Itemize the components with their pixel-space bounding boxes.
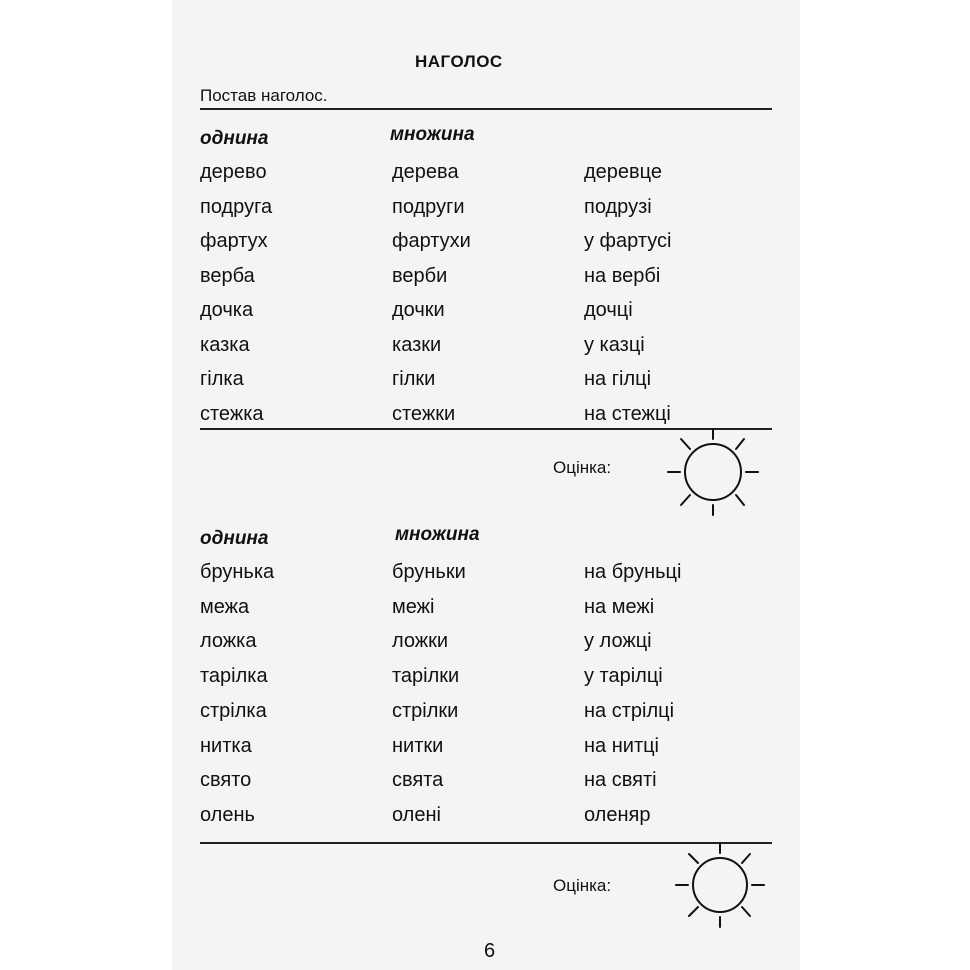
- word-form: на вербі: [584, 264, 661, 287]
- word-plural: верби: [392, 264, 448, 287]
- word-plural: олені: [392, 803, 441, 826]
- word-plural: нитки: [392, 734, 444, 757]
- word-singular: ложка: [200, 630, 257, 653]
- instruction-text: Постав наголос.: [200, 86, 328, 105]
- ex2-header-singular: однина: [200, 528, 269, 549]
- word-singular: олень: [200, 803, 255, 826]
- word-singular: подруга: [200, 195, 273, 218]
- word-singular: свято: [200, 769, 252, 792]
- grade-label-1: Оцінка:: [553, 458, 612, 477]
- word-plural: дерева: [392, 161, 459, 183]
- word-plural: ложки: [392, 630, 449, 653]
- word-form: у ложці: [584, 630, 652, 653]
- divider-top: [200, 108, 772, 110]
- word-singular: тарілка: [200, 665, 268, 688]
- word-singular: гілка: [200, 368, 244, 390]
- sun-icon: [666, 427, 766, 517]
- word-form: на нитці: [584, 734, 659, 757]
- word-plural: межі: [392, 595, 435, 618]
- word-form: на гілці: [584, 368, 652, 390]
- word-form: у казці: [584, 333, 645, 356]
- word-singular: дочка: [200, 299, 254, 321]
- word-plural: дочки: [392, 299, 445, 321]
- word-form: на стежці: [584, 402, 671, 425]
- word-plural: стежки: [392, 402, 456, 425]
- word-form: дочці: [584, 299, 633, 321]
- word-form: на бруньці: [584, 561, 682, 583]
- word-singular: стежка: [200, 402, 264, 425]
- word-form: подрузі: [584, 195, 652, 218]
- sun-icon: [672, 840, 772, 930]
- word-form: на святі: [584, 769, 657, 792]
- word-singular: фартух: [200, 230, 268, 252]
- word-singular: казка: [200, 333, 250, 356]
- word-plural: подруги: [392, 195, 465, 218]
- word-plural: бруньки: [392, 561, 466, 583]
- word-singular: нитка: [200, 734, 252, 757]
- word-plural: фартухи: [392, 230, 471, 252]
- word-form: на межі: [584, 595, 655, 618]
- word-form: оленяр: [584, 803, 651, 826]
- word-plural: свята: [392, 769, 444, 792]
- page-heading: НАГОЛОС: [415, 52, 503, 71]
- ex2-header-plural: множина: [395, 524, 480, 545]
- ex1-header-plural: множина: [390, 124, 475, 145]
- word-form: деревце: [584, 161, 663, 183]
- word-form: на стрілці: [584, 699, 675, 722]
- word-plural: казки: [392, 333, 442, 356]
- word-singular: верба: [200, 264, 255, 287]
- word-form: у фартусі: [584, 230, 672, 252]
- page-number: 6: [484, 940, 496, 962]
- grade-label-2: Оцінка:: [553, 876, 612, 895]
- word-plural: стрілки: [392, 699, 459, 722]
- word-plural: гілки: [392, 368, 436, 390]
- word-plural: тарілки: [392, 665, 460, 688]
- ex1-header-singular: однина: [200, 128, 269, 149]
- word-singular: брунька: [200, 561, 275, 583]
- word-form: у тарілці: [584, 665, 663, 688]
- word-singular: стрілка: [200, 699, 267, 722]
- word-singular: межа: [200, 595, 250, 618]
- word-singular: дерево: [200, 161, 267, 183]
